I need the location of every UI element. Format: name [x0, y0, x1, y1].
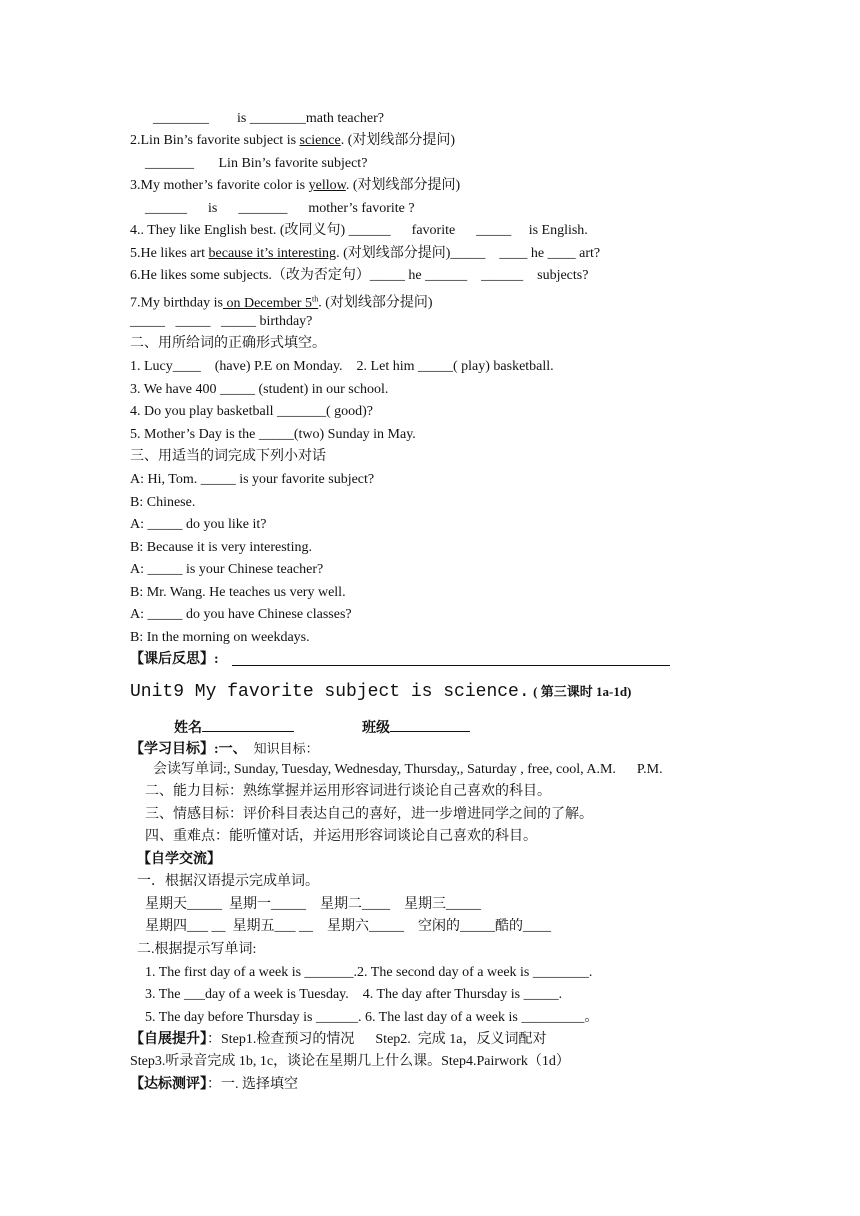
text-line: 1. Lucy____ (have) P.E on Monday. 2. Let him _____( play) basketball. — [130, 359, 554, 374]
text-line: 星期四___ __ 星期五___ __ 星期六_____ 空闲的_____酷的____ — [145, 919, 551, 934]
text-line: 【达标测评】：一. 选择填空 — [130, 1077, 298, 1092]
text-line: 6.He likes some subjects.（改为否定句）_____ he ______ ______ subjects? — [130, 268, 589, 283]
text-line: 4. Do you play basketball _______( good)? — [130, 404, 374, 419]
text-line: ______ is _______ mother’s favorite ? — [145, 201, 415, 216]
text-line: 1. The first day of a week is _______.2. The second day of a week is ________. — [145, 965, 593, 980]
dialogue-line: A: _____ do you have Chinese classes? — [130, 607, 352, 622]
text-line: 四、重难点：能听懂对话，并运用形容词谈论自己喜欢的科目。 — [145, 829, 537, 844]
text-line: 7.My birthday is on December 5th. (对划线部分提问) — [130, 294, 433, 311]
text-line: _______ Lin Bin’s favorite subject? — [145, 156, 368, 171]
reflection-line — [232, 665, 670, 666]
text-line: 会读写单词:, Sunday, Tuesday, Wednesday, Thursday,, Saturday , free, cool, A.M. P.M. — [153, 762, 663, 777]
dialogue-line: A: _____ is your Chinese teacher? — [130, 562, 324, 577]
text-line: 3. The ___day of a week is Tuesday. 4. The day after Thursday is _____. — [145, 987, 563, 1002]
dialogue-line: B: Because it is very interesting. — [130, 540, 312, 555]
text-line: 5. Mother’s Day is the _____(two) Sunday in May. — [130, 427, 416, 442]
dialogue-line: A: _____ do you like it? — [130, 517, 267, 532]
text-line: _____ _____ _____ birthday? — [130, 314, 313, 329]
text-line: 4.. They like English best. (改同义句) ______ favorite _____ is English. — [130, 223, 588, 238]
text-line: Step3.听录音完成 1b, 1c，谈论在星期几上什么课。Step4.Pairwork（1d） — [130, 1054, 570, 1069]
text-line: 二.根据提示写单词: — [137, 942, 257, 957]
text-line: 三、情感目标：评价科目表达自己的喜好，进一步增进同学之间的了解。 — [145, 807, 593, 822]
dialogue-line: B: Chinese. — [130, 495, 196, 510]
section-heading: 【自学交流】 — [137, 852, 221, 867]
text-line: 3. We have 400 _____ (student) in our school. — [130, 382, 389, 397]
dialogue-line: B: In the morning on weekdays. — [130, 630, 310, 645]
section-heading: 三、用适当的词完成下列小对话 — [130, 449, 326, 464]
text-line: 5. The day before Thursday is ______. 6. The last day of a week is _________。 — [145, 1010, 599, 1025]
unit-title: Unit9 My favorite subject is science. ( 第三课时 1a-1d) — [130, 682, 632, 702]
reflection-label: 【课后反思】: — [130, 652, 219, 667]
section-heading: 二、用所给词的正确形式填空。 — [130, 336, 326, 351]
text-line: ________ is ________math teacher? — [153, 111, 384, 126]
text-line: 5.He likes art because it’s interesting. (对划线部分提问)_____ ____ he ____ art? — [130, 246, 601, 261]
dialogue-line: A: Hi, Tom. _____ is your favorite subject? — [130, 472, 375, 487]
text-line: 星期天_____ 星期一_____ 星期二____ 星期三_____ — [145, 897, 481, 912]
dialogue-line: B: Mr. Wang. He teaches us very well. — [130, 585, 346, 600]
text-line: 2.Lin Bin’s favorite subject is science. (对划线部分提问) — [130, 133, 456, 148]
text-line: 3.My mother’s favorite color is yellow. (对划线部分提问) — [130, 178, 461, 193]
goals-heading: 【学习目标】:一、 知识目标： — [130, 741, 319, 757]
text-line: 二、能力目标：熟练掌握并运用形容词进行谈论自己喜欢的科目。 — [145, 784, 551, 799]
text-line: 【自展提升】：Step1.检查预习的情况 Step2. 完成 1a，反义词配对 — [130, 1032, 547, 1047]
text-line: 一．根据汉语提示完成单词。 — [137, 874, 319, 889]
name-field: 姓名 — [174, 717, 294, 738]
class-field: 班级 — [362, 717, 470, 738]
